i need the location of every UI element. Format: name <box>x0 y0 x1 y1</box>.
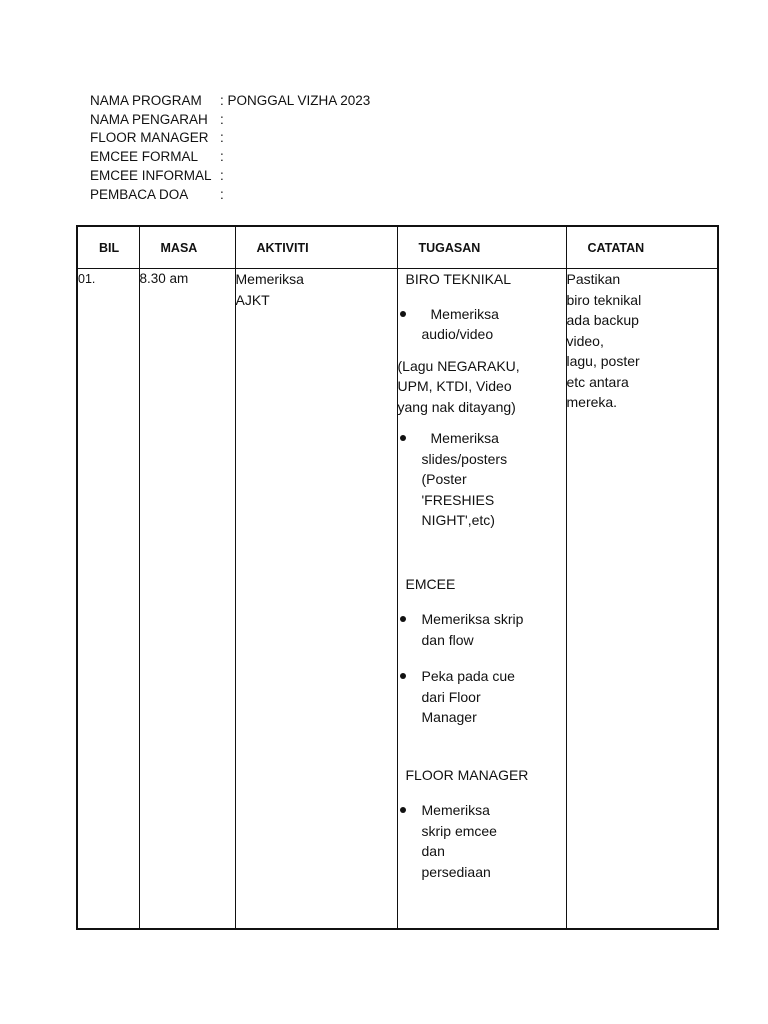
emcee-informal-label: EMCEE INFORMAL <box>90 167 212 183</box>
note-line: UPM, KTDI, Video <box>397 378 512 394</box>
pengarah-label: NAMA PENGARAH <box>90 111 208 127</box>
emcee-formal-label: EMCEE FORMAL <box>90 149 199 165</box>
catatan-line: mereka. <box>566 394 618 410</box>
masa-value: 8.30 am <box>139 271 189 286</box>
item-line: dan flow <box>421 631 474 648</box>
header-catatan: CATATAN <box>566 226 718 269</box>
pembaca-doa-label: PEMBACA DOA <box>90 186 189 202</box>
catatan-line: biro teknikal <box>566 291 642 308</box>
item-line: NIGHT',etc) <box>421 512 495 528</box>
floor-manager-label: FLOOR MANAGER <box>90 130 209 146</box>
item-line: dari Floor <box>421 688 481 705</box>
item-line: persediaan <box>421 863 491 880</box>
emcee-list <box>398 609 566 728</box>
bil-value: 01. <box>78 272 96 286</box>
item-line: Memeriksa <box>430 305 499 322</box>
cell-bil <box>77 269 139 930</box>
cell-masa <box>139 269 235 930</box>
cell-aktiviti <box>235 269 397 930</box>
catatan-line: Pastikan <box>566 271 621 287</box>
bullet-icon <box>400 807 406 813</box>
header-aktiviti: AKTIVITI <box>235 226 397 269</box>
program-label: NAMA PROGRAM <box>90 93 202 108</box>
floor-manager-title: FLOOR MANAGER <box>405 766 529 783</box>
biro-list-2 <box>398 428 566 531</box>
aktiviti-line: Memeriksa <box>235 271 304 287</box>
bullet-icon <box>400 616 406 622</box>
header-masa: MASA <box>139 226 235 269</box>
catatan-line: lagu, poster <box>566 353 640 369</box>
header-tugasan: TUGASAN <box>397 226 566 269</box>
list-item <box>398 666 566 728</box>
note-line: (Lagu NEGARAKU, <box>397 357 520 374</box>
table-header-row <box>77 226 718 269</box>
cell-tugasan <box>397 269 566 930</box>
biro-list-1 <box>398 304 566 345</box>
bullet-icon <box>400 435 406 441</box>
program-value: : PONGGAL VIZHA 2023 <box>220 93 371 108</box>
item-line: Memeriksa skrip <box>421 611 524 627</box>
emcee-title: EMCEE <box>405 575 456 592</box>
item-line: slides/posters <box>421 450 508 467</box>
table-row <box>77 269 718 930</box>
bullet-icon <box>400 311 406 317</box>
aktiviti-line: AJKT <box>235 291 270 308</box>
list-item <box>398 800 566 882</box>
catatan-line: etc antara <box>566 373 629 390</box>
program-header <box>90 92 370 204</box>
emcee-informal-value: : <box>220 167 224 183</box>
item-line: dan <box>421 843 445 859</box>
schedule-table <box>76 225 719 930</box>
list-item <box>398 609 566 650</box>
item-line: Memeriksa <box>421 802 490 818</box>
item-line: Manager <box>421 709 477 725</box>
note-line: yang nak ditayang) <box>397 398 516 415</box>
cell-catatan <box>566 269 718 930</box>
floor-manager-value: : <box>220 130 224 146</box>
item-line: Memeriksa <box>430 430 499 446</box>
item-line: 'FRESHIES <box>421 491 495 508</box>
item-line: skrip emcee <box>421 822 497 839</box>
item-line: audio/video <box>421 326 494 342</box>
emcee-formal-value: : <box>220 149 224 165</box>
catatan-line: ada backup <box>566 312 639 328</box>
floor-list <box>398 800 566 882</box>
list-item <box>398 428 566 531</box>
item-line: (Poster <box>421 471 467 487</box>
item-line: Peka pada cue <box>421 668 515 684</box>
list-item <box>398 304 566 345</box>
biro-teknikal-title: BIRO TEKNIKAL <box>405 271 512 287</box>
catatan-line: video, <box>566 332 604 349</box>
pembaca-doa-value: : <box>220 186 224 202</box>
biro-note <box>398 356 566 418</box>
bullet-icon <box>400 673 406 679</box>
pengarah-value: : <box>220 111 224 127</box>
header-bil: BIL <box>77 226 139 269</box>
